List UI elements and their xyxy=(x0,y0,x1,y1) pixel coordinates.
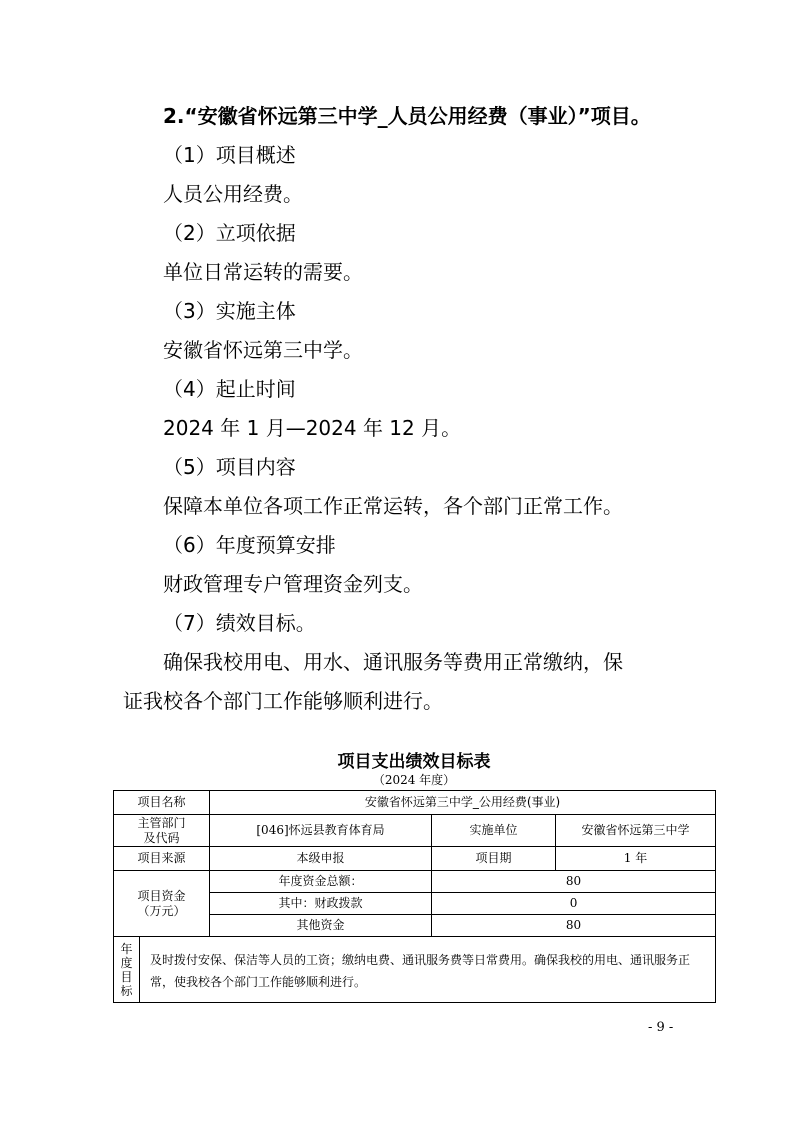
section-4-text: 2024 年 1 月—2024 年 12 月。 xyxy=(163,416,462,440)
section-4-title: （4）起止时间 xyxy=(163,377,296,401)
section-6-title: （6）年度预算安排 xyxy=(163,533,336,557)
implementing-unit-label: 实施单位 xyxy=(432,815,556,847)
section-heading: 2.“安徽省怀远第三中学_人员公用经费（事业）”项目。 xyxy=(163,104,651,128)
table-row xyxy=(114,791,716,815)
annual-goal-label-char: 目 xyxy=(120,969,133,984)
section-6-text: 财政管理专户管理资金列支。 xyxy=(163,572,423,596)
section-3-title: （3）实施主体 xyxy=(163,299,296,323)
other-funds-label: 其他资金 xyxy=(210,915,432,937)
project-source-value: 本级申报 xyxy=(210,847,432,871)
project-name-value: 安徽省怀远第三中学_公用经费(事业) xyxy=(210,791,716,815)
section-1-text: 人员公用经费。 xyxy=(163,182,303,206)
project-funds-label-line-1: 项目资金 xyxy=(137,888,186,903)
section-5-title: （5）项目内容 xyxy=(163,455,296,479)
table-row xyxy=(114,847,716,871)
annual-goal-text: 及时拨付安保、保洁等人员的工资；缴纳电费、通讯服务费等日常费用。确保我校的用电、通讯服务正常，使我校各个部门工作能够顺利进行。 xyxy=(140,937,716,1003)
department-label-line-1: 主管部门 xyxy=(137,815,186,830)
section-2-text: 单位日常运转的需要。 xyxy=(163,260,363,284)
annual-total-label: 年度资金总额： xyxy=(210,871,432,893)
table-title: 项目支出绩效目标表 xyxy=(337,752,491,772)
section-7-text-line-2: 证我校各个部门工作能够顺利进行。 xyxy=(123,689,443,713)
annual-total-value: 80 xyxy=(432,871,716,893)
section-3-text: 安徽省怀远第三中学。 xyxy=(163,338,363,362)
page-number: - 9 - xyxy=(648,1020,674,1035)
table-row xyxy=(114,815,716,847)
section-7-title: （7）绩效目标。 xyxy=(163,611,316,635)
section-2-title: （2）立项依据 xyxy=(163,221,296,245)
annual-goal-label-char: 年 xyxy=(120,941,133,956)
fiscal-allocation-label: 其中：财政拨款 xyxy=(210,893,432,915)
project-period-label: 项目期 xyxy=(432,847,556,871)
annual-goal-label-char: 度 xyxy=(120,955,133,970)
annual-goal-label xyxy=(114,937,140,1003)
section-7-text-line-1: 确保我校用电、用水、通讯服务等费用正常缴纳，保 xyxy=(163,650,623,674)
department-label-line-2: 及代码 xyxy=(143,830,180,845)
project-funds-label xyxy=(114,871,210,937)
section-5-text: 保障本单位各项工作正常运转，各个部门正常工作。 xyxy=(163,494,623,518)
department-value: [046]怀远县教育体育局 xyxy=(210,815,432,847)
project-name-label: 项目名称 xyxy=(114,791,210,815)
performance-goal-table xyxy=(113,790,716,1003)
table-row xyxy=(114,871,716,893)
fiscal-allocation-value: 0 xyxy=(432,893,716,915)
project-source-label: 项目来源 xyxy=(114,847,210,871)
implementing-unit-value: 安徽省怀远第三中学 xyxy=(556,815,716,847)
section-1-title: （1）项目概述 xyxy=(163,143,296,167)
project-funds-label-line-2: （万元） xyxy=(137,903,186,918)
project-period-value: 1 年 xyxy=(556,847,716,871)
department-label xyxy=(114,815,210,847)
table-year: （2024 年度） xyxy=(372,773,456,787)
annual-goal-label-char: 标 xyxy=(120,983,133,998)
other-funds-value: 80 xyxy=(432,915,716,937)
table-row xyxy=(114,937,716,1003)
